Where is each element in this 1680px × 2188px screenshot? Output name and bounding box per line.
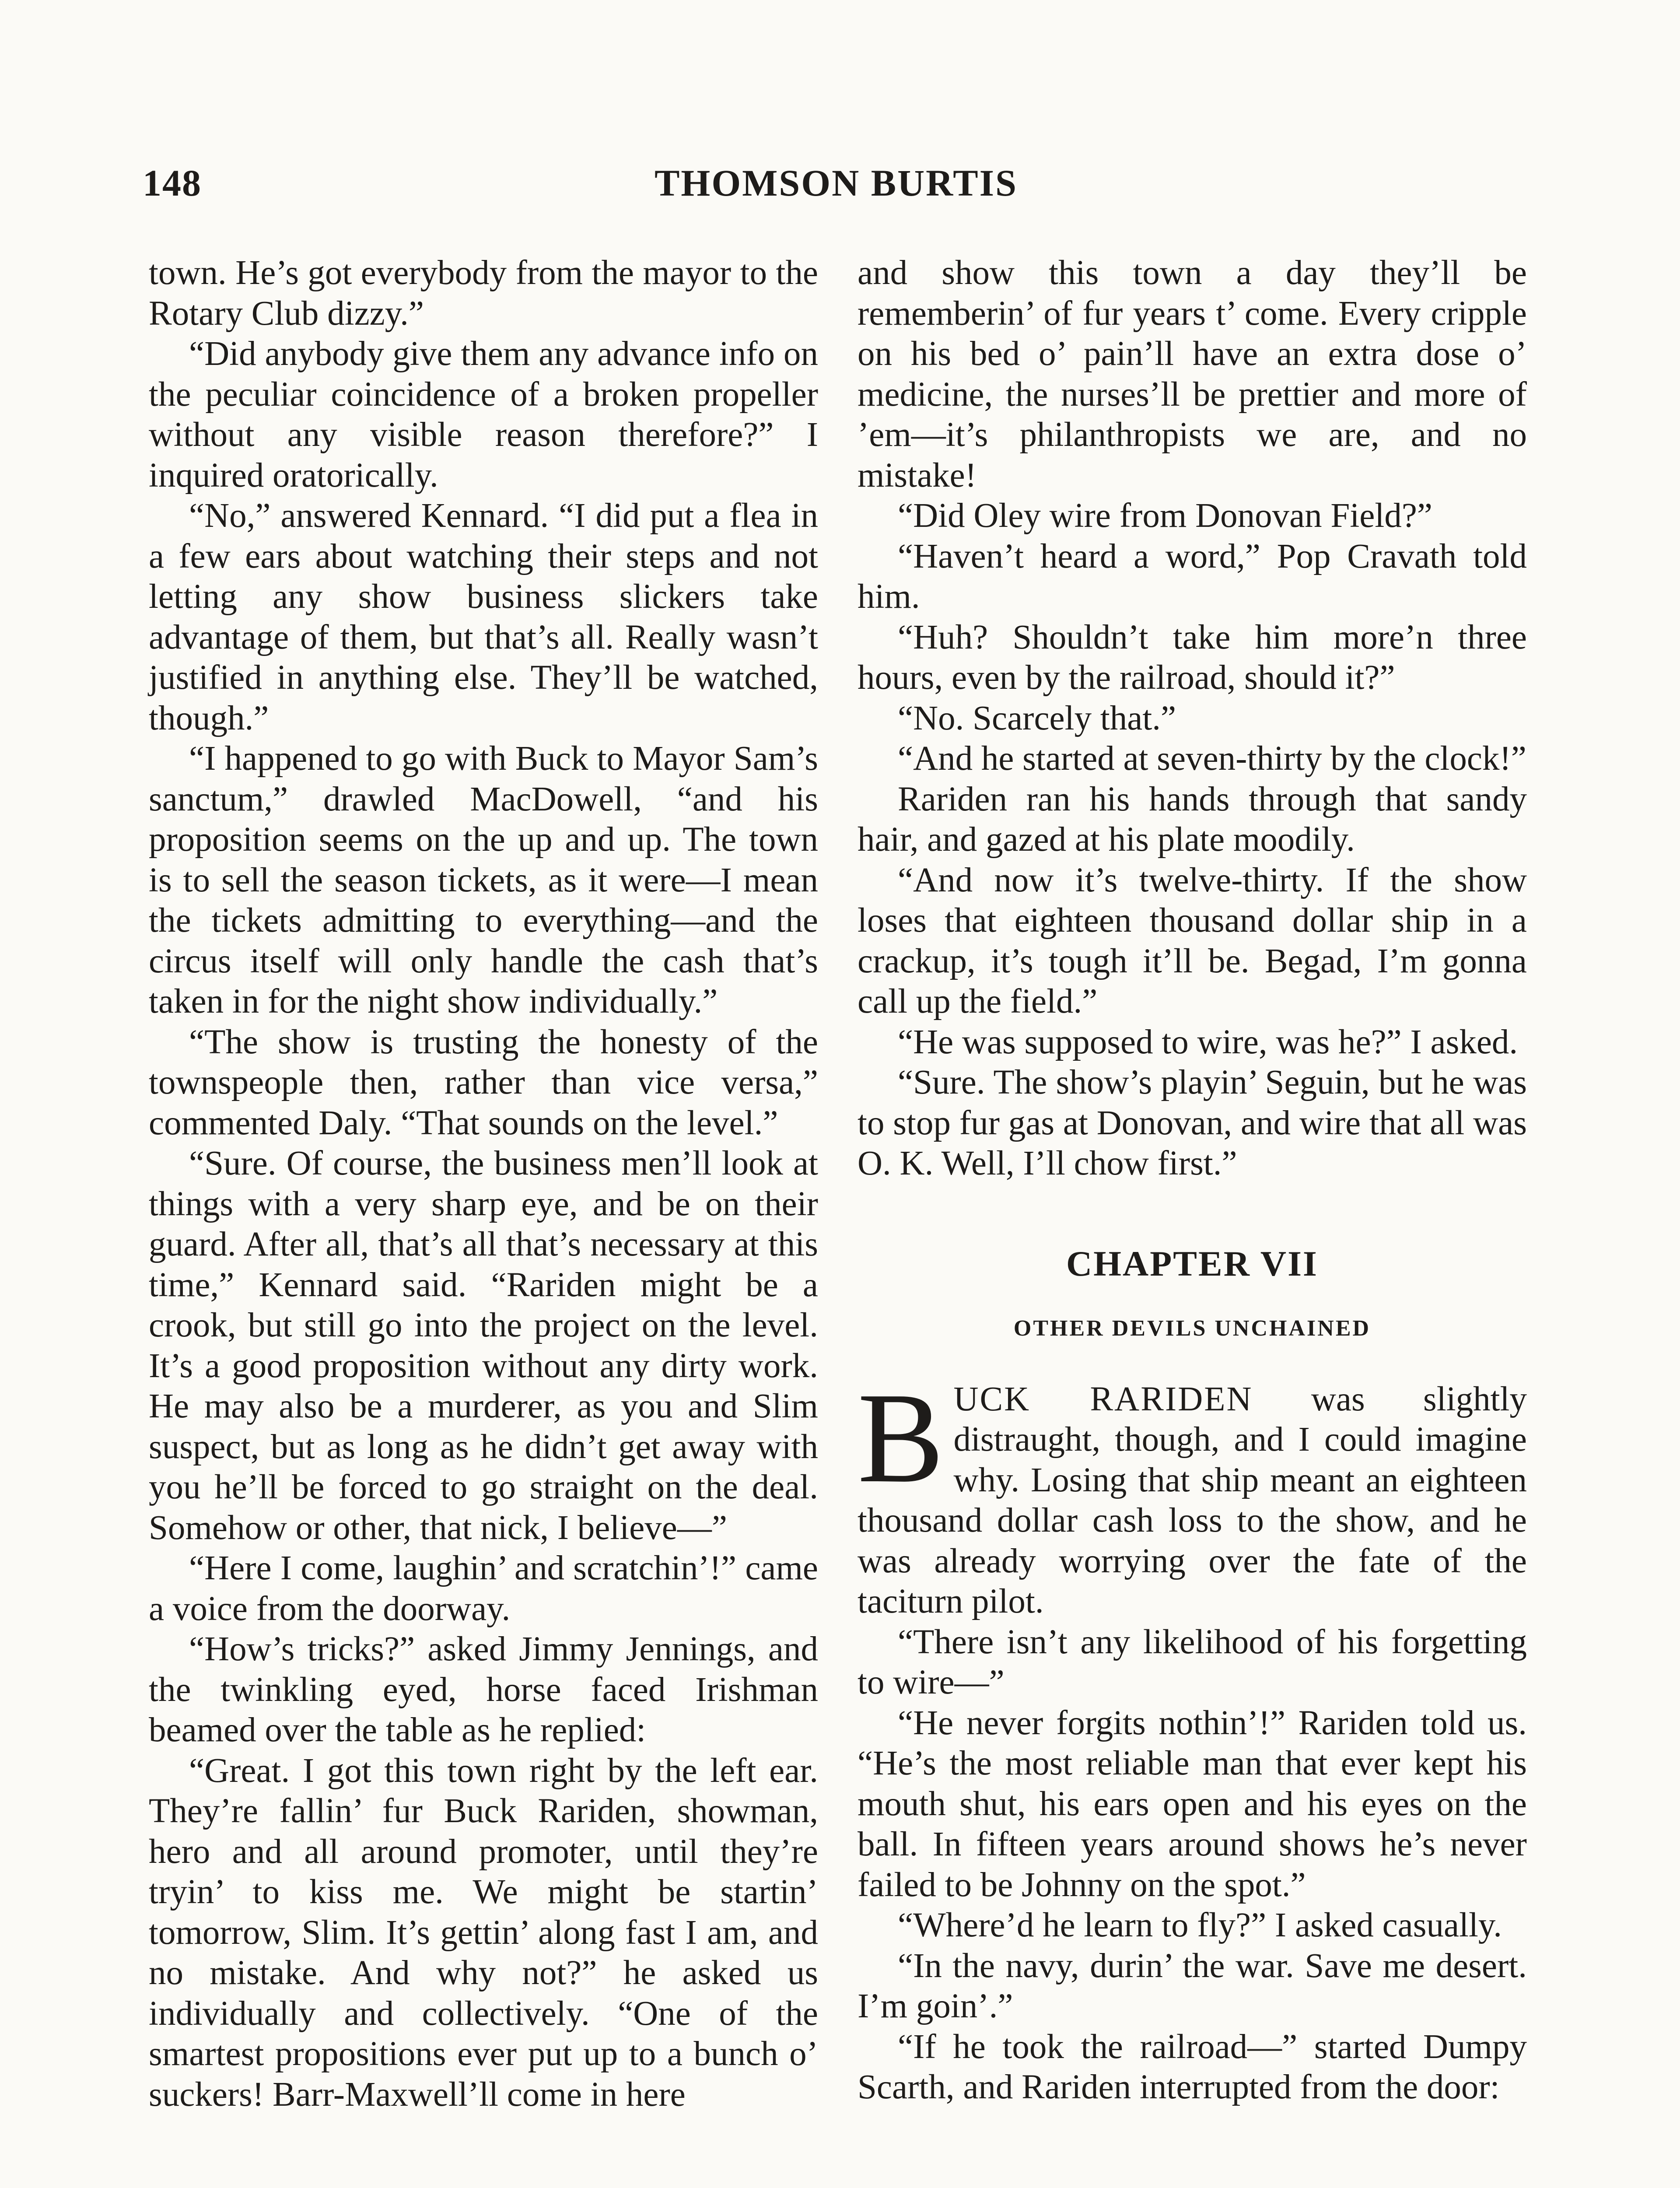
left-column [149, 253, 818, 2115]
paragraph: Rariden ran his hands through that sandy hair, and gazed at his plate moodily. [858, 780, 1527, 859]
paragraph: “There isn’t any likelihood of his forgetting to wire—” [858, 1623, 1527, 1701]
chapter-subtitle: OTHER DEVILS UNCHAINED [1013, 1315, 1371, 1341]
paragraph: “I happened to go with Buck to Mayor Sam’s sanctum,” drawled MacDowell, “and his proposition seems on the up and up. The town is to sell the season tickets, as it were—I mean the tickets admitting to everything—and the circus itself will only handle the cash that’s taken in for the night show individually.” [149, 740, 818, 1020]
page-number: 148 [143, 162, 202, 204]
paragraph: “And now it’s twelve-thirty. If the show loses that eighteen thousand dollar ship in a crackup, it’s tough it’ll be. Begad, I’m gonna call up the field.” [858, 861, 1527, 1020]
drop-cap: B [858, 1366, 944, 1510]
paragraph: “If he took the railroad—” started Dumpy Scarth, and Rariden interrupted from the door: [858, 2027, 1527, 2106]
paragraph: “No. Scarcely that.” [898, 699, 1176, 737]
paragraph: “Did Oley wire from Donovan Field?” [898, 497, 1432, 535]
chapter-opening-paragraph [858, 1366, 1527, 1622]
paragraph: “He never forgits nothin’!” Rariden told us. “He’s the most reliable man that ever kept his mouth shut, his ears open and his eyes on the ball. In fifteen years around shows he’s never failed to be Johnny on the spot.” [858, 1704, 1527, 1904]
chapter-title: CHAPTER VII [1066, 1243, 1318, 1283]
paragraph: “Haven’t heard a word,” Pop Cravath told him. [858, 537, 1527, 616]
opening-text: was slightly distraught, though, and I could imagine why. Losing that ship meant an eighteen thousand dollar cash loss to the show, and he was already worrying over the fate of the taciturn pilot. [858, 1380, 1527, 1620]
paragraph: “Here I come, laughin’ and scratchin’!” came a voice from the doorway. [149, 1549, 818, 1628]
paragraph: “Sure. Of course, the business men’ll look at things with a very sharp eye, and be on their guard. After all, that’s all that’s necessary at this time,” Kennard said. “Rariden might be a crook, but still go into the project on the level. It’s a good proposition without any dirty work. He may also be a murderer, as you and Slim suspect, but as long as he didn’t get away with you he’ll be forced to go straight on the deal. Somehow or other, that nick, I believe—” [149, 1144, 818, 1547]
paragraph: “Did anybody give them any advance info on the peculiar coincidence of a broken propeller without any visible reason therefore?” I inquired oratorically. [149, 335, 818, 494]
paragraph: “He was supposed to wire, was he?” I asked. [898, 1023, 1518, 1061]
paragraph: “And he started at seven-thirty by the clock!” [898, 740, 1526, 778]
running-head: THOMSON BURTIS [654, 162, 1018, 204]
right-column [858, 253, 1527, 2108]
paragraph: “Great. I got this town right by the left ear. They’re fallin’ fur Buck Rariden, showman, hero and all around promoter, until they’re tryin’ to kiss me. We might be startin’ tomorrow, Slim. It’s gettin’ along fast I am, and no mistake. And why not?” he asked us individually and collectively. “One of the smartest propositions ever put up to a bunch o’ suckers! Barr-Maxwell’ll come in here [149, 1751, 818, 2114]
paragraph: “Huh? Shouldn’t take him more’n three hours, even by the railroad, should it?” [858, 618, 1527, 697]
chapter-body [858, 1366, 1527, 2108]
paragraph: “The show is trusting the honesty of the townspeople then, rather than vice versa,” commented Daly. “That sounds on the level.” [149, 1023, 818, 1142]
paragraph: and show this town a day they’ll be rememberin’ of fur years t’ come. Every cripple on his bed o’ pain’ll have an extra dose o’ medicine, the nurses’ll be prettier and more of ’em—it’s philanthropists we are, and no mistake! [858, 254, 1527, 494]
paragraph: town. He’s got everybody from the mayor to the Rotary Club dizzy.” [149, 254, 818, 333]
paragraph: “Sure. The show’s playin’ Seguin, but he was to stop fur gas at Donovan, and wire that all was O. K. Well, I’ll chow first.” [858, 1063, 1527, 1182]
paragraph: “Where’d he learn to fly?” I asked casually. [898, 1906, 1502, 1944]
paragraph: “How’s tricks?” asked Jimmy Jennings, and the twinkling eyed, horse faced Irishman beamed over the table as he replied: [149, 1630, 818, 1749]
paragraph: “No,” answered Kennard. “I did put a flea in a few ears about watching their steps and not letting any show business slickers take advantage of them, but that’s all. Really wasn’t justified in anything else. They’ll be watched, though.” [149, 497, 818, 737]
opening-caps: UCK RARIDEN [953, 1380, 1253, 1418]
paragraph: “In the navy, durin’ the war. Save me desert. I’m goin’.” [858, 1946, 1527, 2025]
page-header [143, 161, 1530, 214]
